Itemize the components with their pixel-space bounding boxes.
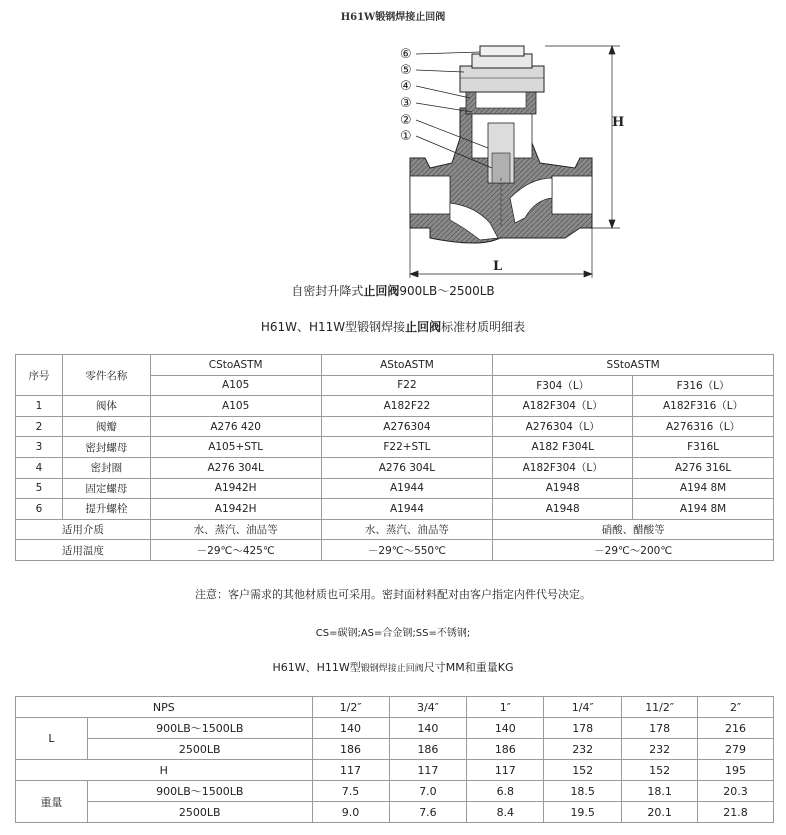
cell-label: L xyxy=(16,718,88,760)
table-row xyxy=(16,802,774,823)
cell-value: 20.1 xyxy=(622,802,698,823)
table-row xyxy=(16,396,774,417)
cell-part: 密封螺母 xyxy=(62,437,150,458)
cell-class: 2500LB xyxy=(87,802,312,823)
cell-value: A276304（L） xyxy=(493,416,633,437)
header-no: 序号 xyxy=(16,355,63,396)
cell-value: A182F22 xyxy=(321,396,493,417)
cell-value: 117 xyxy=(389,760,467,781)
cell-value: A194 8M xyxy=(633,499,774,520)
cell-value: A182 F304L xyxy=(493,437,633,458)
dimension-table-title: H61W、H11W型锻钢焊接止回阀尺寸MM和重量KG xyxy=(272,661,514,674)
material-note: 注意：客户需求的其他材质也可采用。密封面材料配对由客户指定内件代号决定。 xyxy=(195,588,591,601)
cell-value: 117 xyxy=(312,760,389,781)
cell-value: A182F316（L） xyxy=(633,396,774,417)
cell-no: 4 xyxy=(16,457,63,478)
callout-1: ① xyxy=(400,129,412,144)
table-row xyxy=(16,739,774,760)
cell-value: 186 xyxy=(467,739,544,760)
cell-value: A182F304（L） xyxy=(493,396,633,417)
cell-value: A1942H xyxy=(150,499,321,520)
cell-value: A1948 xyxy=(493,478,633,499)
cell-class: 900LB～1500LB xyxy=(87,781,312,802)
cell-label: H xyxy=(16,760,313,781)
cell-part: 阀体 xyxy=(62,396,150,417)
cell-value: A1944 xyxy=(321,499,493,520)
table-row xyxy=(16,499,774,520)
document-title: H61W锻钢焊接止回阀 xyxy=(340,12,446,23)
cell-value: 18.1 xyxy=(622,781,698,802)
table-row xyxy=(16,718,774,739)
cell-value: 硝酸、醋酸等 xyxy=(493,519,774,540)
table-row xyxy=(16,478,774,499)
cell-part: 密封圈 xyxy=(62,457,150,478)
callout-2: ② xyxy=(400,113,412,128)
cell-value: A105 xyxy=(150,396,321,417)
cell-value: A105+STL xyxy=(150,437,321,458)
cell-value: 140 xyxy=(312,718,389,739)
cell-part: 固定螺母 xyxy=(62,478,150,499)
cell-no: 6 xyxy=(16,499,63,520)
header-sub: A105 xyxy=(150,375,321,396)
table-row-temp xyxy=(16,540,774,561)
header-group-cs: CStoASTM xyxy=(150,355,321,376)
cell-part: 阀瓣 xyxy=(62,416,150,437)
cell-value: A182F304（L） xyxy=(493,457,633,478)
table-row-h xyxy=(16,760,774,781)
callout-5: ⑤ xyxy=(400,63,412,78)
cell-value: A276 420 xyxy=(150,416,321,437)
cell-class: 900LB～1500LB xyxy=(87,718,312,739)
cell-value: 7.6 xyxy=(389,802,467,823)
cell-value: A1944 xyxy=(321,478,493,499)
cell-value: 152 xyxy=(622,760,698,781)
material-table xyxy=(15,354,774,561)
header-sub: F316（L） xyxy=(633,375,774,396)
cell-value: A276316（L） xyxy=(633,416,774,437)
cell-value: 279 xyxy=(698,739,774,760)
cell-value: －29℃～550℃ xyxy=(321,540,493,561)
cell-value: －29℃～200℃ xyxy=(493,540,774,561)
cell-nps: 1/4″ xyxy=(544,697,622,718)
cell-value: A276 316L xyxy=(633,457,774,478)
abbreviation-note: CS=碳钢;AS=合金钢;SS=不锈钢; xyxy=(315,628,471,639)
cell-no: 3 xyxy=(16,437,63,458)
cell-value: 水、蒸汽、油品等 xyxy=(150,519,321,540)
drawing-caption: 自密封升降式止回阀900LB～2500LB xyxy=(291,284,495,298)
cell-value: 186 xyxy=(312,739,389,760)
table-row-nps xyxy=(16,697,774,718)
cell-value: 140 xyxy=(389,718,467,739)
cell-value: 152 xyxy=(544,760,622,781)
table-row xyxy=(16,457,774,478)
callout-6: ⑥ xyxy=(400,47,412,62)
cell-value: 21.8 xyxy=(698,802,774,823)
cell-nps: 1″ xyxy=(467,697,544,718)
cell-value: A1948 xyxy=(493,499,633,520)
cell-nps: 11/2″ xyxy=(622,697,698,718)
material-table-title: H61W、H11W型锻钢焊接止回阀标准材质明细表 xyxy=(260,320,526,334)
table-row-medium xyxy=(16,519,774,540)
cell-value: F316L xyxy=(633,437,774,458)
table-row xyxy=(16,416,774,437)
cell-value: 19.5 xyxy=(544,802,622,823)
cell-value: 8.4 xyxy=(467,802,544,823)
cell-value: 水、蒸汽、油品等 xyxy=(321,519,493,540)
table-row xyxy=(16,437,774,458)
cell-nps: 1/2″ xyxy=(312,697,389,718)
cell-label: 适用介质 xyxy=(16,519,151,540)
dimension-table xyxy=(15,696,774,823)
cell-value: A194 8M xyxy=(633,478,774,499)
header-sub: F304（L） xyxy=(493,375,633,396)
cell-no: 2 xyxy=(16,416,63,437)
header-group-ss: SStoASTM xyxy=(493,355,774,376)
cell-value: A276 304L xyxy=(150,457,321,478)
callout-4: ④ xyxy=(400,79,412,94)
cell-value: F22+STL xyxy=(321,437,493,458)
cell-value: －29℃～425℃ xyxy=(150,540,321,561)
callout-3: ③ xyxy=(400,96,412,111)
cell-value: 7.5 xyxy=(312,781,389,802)
header-sub: F22 xyxy=(321,375,493,396)
cell-value: 232 xyxy=(544,739,622,760)
cell-label: NPS xyxy=(16,697,313,718)
cell-value: 20.3 xyxy=(698,781,774,802)
cell-value: 178 xyxy=(622,718,698,739)
header-part-name: 零件名称 xyxy=(62,355,150,396)
cell-value: A1942H xyxy=(150,478,321,499)
cell-value: 216 xyxy=(698,718,774,739)
cell-part: 提升螺栓 xyxy=(62,499,150,520)
cell-value: 7.0 xyxy=(389,781,467,802)
cell-value: 178 xyxy=(544,718,622,739)
cell-value: A276304 xyxy=(321,416,493,437)
cell-label: 适用温度 xyxy=(16,540,151,561)
cell-value: 195 xyxy=(698,760,774,781)
cell-value: A276 304L xyxy=(321,457,493,478)
cell-value: 117 xyxy=(467,760,544,781)
cell-nps: 3/4″ xyxy=(389,697,467,718)
cell-label: 重量 xyxy=(16,781,88,823)
cell-no: 1 xyxy=(16,396,63,417)
cell-value: 140 xyxy=(467,718,544,739)
cell-value: 6.8 xyxy=(467,781,544,802)
cell-no: 5 xyxy=(16,478,63,499)
cell-value: 186 xyxy=(389,739,467,760)
table-row xyxy=(16,781,774,802)
cell-value: 18.5 xyxy=(544,781,622,802)
cell-class: 2500LB xyxy=(87,739,312,760)
cell-value: 232 xyxy=(622,739,698,760)
dim-h-label: H xyxy=(612,115,625,130)
cell-value: 9.0 xyxy=(312,802,389,823)
header-group-as: AStoASTM xyxy=(321,355,493,376)
valve-section-drawing xyxy=(380,28,640,278)
dim-l-label: L xyxy=(493,259,503,274)
cell-nps: 2″ xyxy=(698,697,774,718)
